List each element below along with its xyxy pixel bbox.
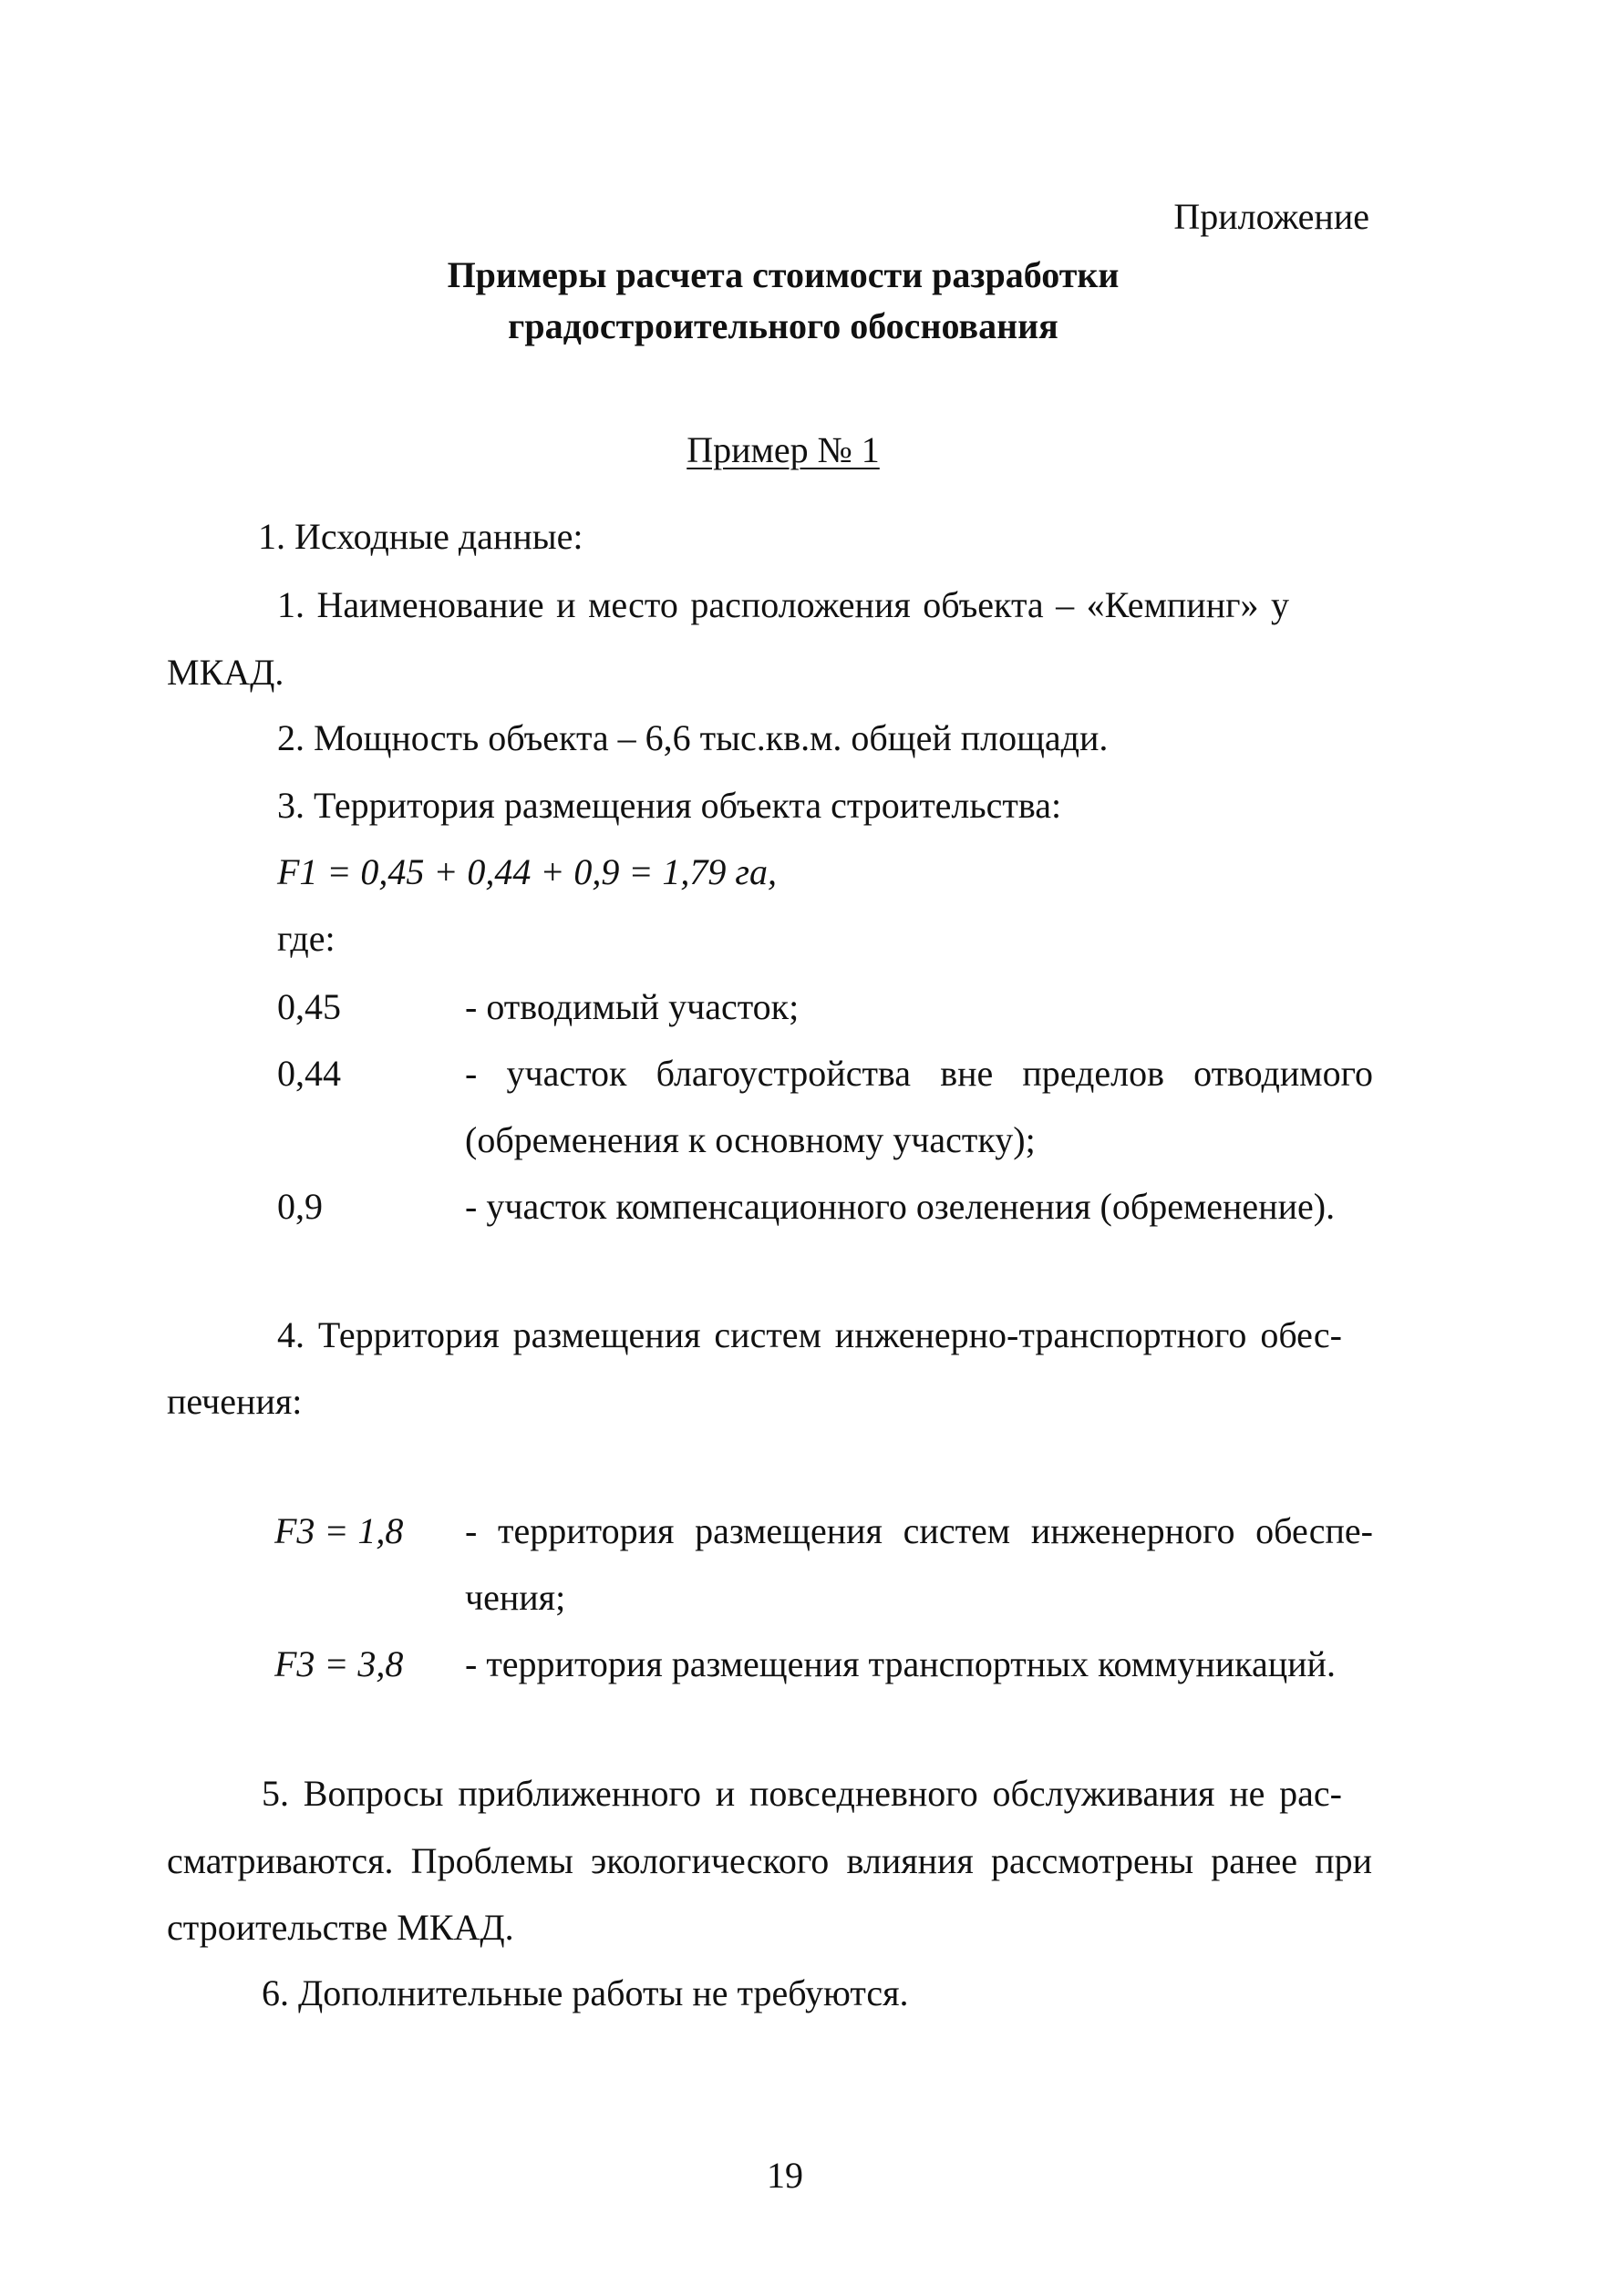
term-value: 0,45 <box>277 986 341 1027</box>
item6: 6. Дополнительные работы не требуются. <box>262 1972 909 2013</box>
term-desc: - участок компенсационного озеленения (обременение). <box>465 1186 1336 1227</box>
example-label: Пример № 1 <box>687 429 880 470</box>
formula-f1: F1 = 0,45 + 0,44 + 0,9 = 1,79 га, <box>277 851 778 892</box>
eng-term-desc-line1: - территория размещения систем инженерного обеспе- <box>465 1510 1373 1551</box>
eng-term-value: F3 = 3,8 <box>274 1643 404 1684</box>
item1-line2: МКАД. <box>167 652 284 693</box>
where-label: где: <box>277 918 336 959</box>
eng-term-desc-line2: чения; <box>465 1577 566 1618</box>
term-desc: - отводимый участок; <box>465 986 800 1027</box>
item4-line2: печения: <box>167 1381 303 1422</box>
term-value: 0,44 <box>277 1053 341 1094</box>
item1-line1: 1. Наименование и место расположения объекта – «Кемпинг» у <box>277 584 1289 625</box>
item5-line3: строительстве МКАД. <box>167 1907 514 1948</box>
term-desc-line2: (обременения к основному участку); <box>465 1119 1036 1160</box>
section-heading: 1. Исходные данные: <box>258 516 583 557</box>
term-value: 0,9 <box>277 1186 323 1227</box>
item5-line2: сматриваются. Проблемы экологического влияния рассмотрены ранее при <box>167 1840 1372 1881</box>
example-heading <box>0 429 1594 470</box>
item4-line1: 4. Территория размещения систем инженерно-транспортного обес- <box>277 1314 1342 1355</box>
appendix-label: Приложение <box>1173 196 1369 237</box>
item2: 2. Мощность объекта – 6,6 тыс.кв.м. общей площади. <box>277 717 1109 758</box>
document-title-line2: градостроительного обоснования <box>508 305 1058 346</box>
eng-term-value: F3 = 1,8 <box>274 1510 404 1551</box>
eng-term-desc: - территория размещения транспортных коммуникаций. <box>465 1643 1336 1684</box>
item5-line1: 5. Вопросы приближенного и повседневного обслуживания не рас- <box>262 1773 1342 1814</box>
page-number: 19 <box>767 2155 803 2196</box>
item3: 3. Территория размещения объекта строительства: <box>277 785 1062 826</box>
document-title-line1: Примеры расчета стоимости разработки <box>447 254 1120 295</box>
term-desc-line1: - участок благоустройства вне пределов отводимого <box>465 1053 1373 1094</box>
